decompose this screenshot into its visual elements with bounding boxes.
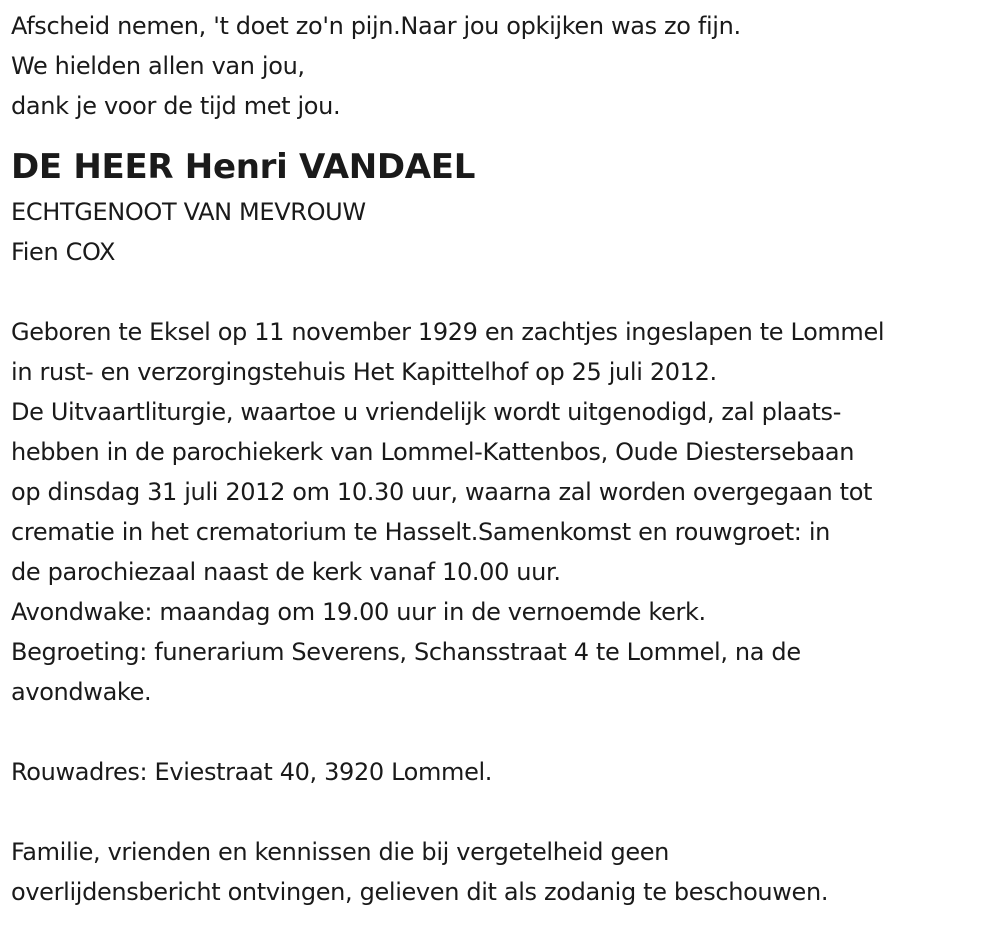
notice-body (11, 312, 1000, 712)
spouse-label: ECHTGENOOT VAN MEVROUW (11, 198, 366, 226)
body-line: Geboren te Eksel op 11 november 1929 en zachtjes ingeslapen te Lommel (11, 318, 885, 346)
closing-line: overlijdensbericht ontvingen, gelieven dit als zodanig te beschouwen. (11, 878, 829, 906)
body-line: De Uitvaartliturgie, waartoe u vriendelijk wordt uitgenodigd, zal plaats- (11, 398, 842, 426)
body-line: op dinsdag 31 juli 2012 om 10.30 uur, waarna zal worden overgegaan tot (11, 478, 873, 506)
poem-line: We hielden allen van jou, (11, 52, 305, 80)
body-line: Begroeting: funerarium Severens, Schansstraat 4 te Lommel, na de (11, 638, 801, 666)
closing-line: Familie, vrienden en kennissen die bij vergetelheid geen (11, 838, 670, 866)
body-line: avondwake. (11, 678, 152, 706)
spacer (11, 712, 1000, 752)
body-line: hebben in de parochiekerk van Lommel-Kattenbos, Oude Diestersebaan (11, 438, 855, 466)
mourning-address: Rouwadres: Eviestraat 40, 3920 Lommel. (11, 758, 493, 786)
body-line: in rust- en verzorgingstehuis Het Kapittelhof op 25 juli 2012. (11, 358, 717, 386)
body-line: crematie in het crematorium te Hasselt.Samenkomst en rouwgroet: in (11, 518, 830, 546)
poem-line: Afscheid nemen, 't doet zo'n pijn.Naar jou opkijken was zo fijn. (11, 12, 741, 40)
poem-line: dank je voor de tijd met jou. (11, 92, 341, 120)
deceased-name: DE HEER Henri VANDAEL (11, 147, 476, 187)
body-line: de parochiezaal naast de kerk vanaf 10.00 uur. (11, 558, 561, 586)
spouse-name: Fien COX (11, 238, 116, 266)
spacer (11, 792, 1000, 832)
poem (11, 6, 1000, 126)
closing-note (11, 832, 1000, 912)
spouse-block (11, 192, 1000, 272)
spacer (11, 272, 1000, 312)
body-line: Avondwake: maandag om 19.00 uur in de vernoemde kerk. (11, 598, 706, 626)
